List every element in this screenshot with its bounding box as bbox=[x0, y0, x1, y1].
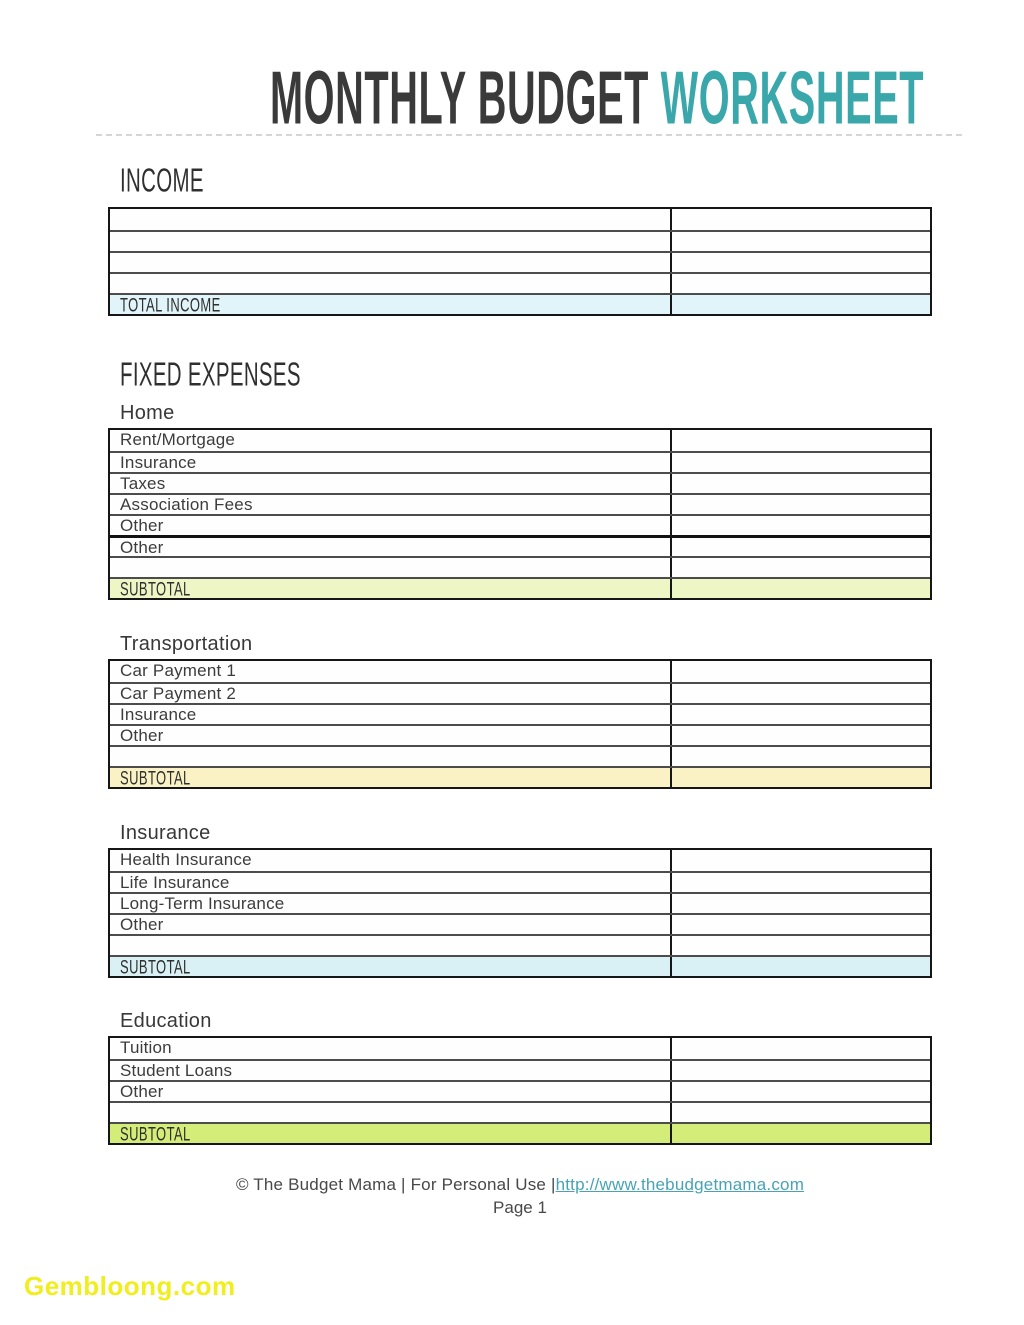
amount-cell[interactable] bbox=[672, 726, 930, 745]
subtotal-label: SUBTOTAL bbox=[110, 579, 672, 598]
page-title bbox=[269, 55, 924, 147]
amount-cell[interactable] bbox=[672, 684, 930, 703]
total-income-amount-cell[interactable] bbox=[672, 295, 930, 314]
table-row bbox=[110, 451, 930, 472]
total-income-row bbox=[110, 293, 930, 314]
amount-cell[interactable] bbox=[672, 474, 930, 493]
table-row bbox=[110, 230, 930, 251]
content-area bbox=[0, 161, 932, 1218]
fixed-expenses-heading: FIXED EXPENSES bbox=[120, 355, 301, 394]
row-label bbox=[110, 253, 672, 272]
amount-cell[interactable] bbox=[672, 936, 930, 955]
home-table bbox=[108, 428, 932, 600]
row-label bbox=[110, 558, 672, 577]
row-label: Association Fees bbox=[110, 495, 672, 514]
table-row bbox=[110, 661, 930, 682]
row-label: Tuition bbox=[110, 1038, 672, 1059]
amount-cell[interactable] bbox=[672, 516, 930, 535]
subtotal-amount-cell[interactable] bbox=[672, 1124, 930, 1143]
watermark: Gembloong.com bbox=[24, 1271, 236, 1301]
amount-cell[interactable] bbox=[672, 705, 930, 724]
row-label bbox=[110, 232, 672, 251]
table-row bbox=[110, 913, 930, 934]
row-label: Rent/Mortgage bbox=[110, 430, 672, 451]
table-row bbox=[110, 1101, 930, 1122]
subtotal-label: SUBTOTAL bbox=[110, 1124, 672, 1143]
subtotal-row-insurance bbox=[110, 955, 930, 976]
row-label: Car Payment 1 bbox=[110, 661, 672, 682]
section-label-home: Home bbox=[120, 402, 175, 424]
amount-cell[interactable] bbox=[672, 850, 930, 871]
row-label: Other bbox=[110, 726, 672, 745]
row-label: Life Insurance bbox=[110, 873, 672, 892]
table-row bbox=[110, 493, 930, 514]
amount-cell[interactable] bbox=[672, 495, 930, 514]
row-label bbox=[110, 936, 672, 955]
amount-cell[interactable] bbox=[672, 558, 930, 577]
section-label-insurance: Insurance bbox=[120, 822, 211, 844]
row-label: Insurance bbox=[110, 705, 672, 724]
section-label-transportation: Transportation bbox=[120, 633, 253, 655]
amount-cell[interactable] bbox=[672, 915, 930, 934]
amount-cell[interactable] bbox=[672, 747, 930, 766]
section-label-education: Education bbox=[120, 1010, 212, 1032]
page-title-main: MONTHLY BUDGET bbox=[269, 55, 649, 141]
subtotal-row-education bbox=[110, 1122, 930, 1143]
insurance-table bbox=[108, 848, 932, 978]
amount-cell[interactable] bbox=[672, 453, 930, 472]
copyright-text: © The Budget Mama | For Personal Use | bbox=[235, 1175, 556, 1194]
table-row bbox=[110, 430, 930, 451]
transportation-table bbox=[108, 659, 932, 789]
row-label: Car Payment 2 bbox=[110, 684, 672, 703]
amount-cell[interactable] bbox=[672, 274, 930, 293]
table-row bbox=[110, 556, 930, 577]
table-row bbox=[110, 1059, 930, 1080]
row-label bbox=[110, 274, 672, 293]
subtotal-amount-cell[interactable] bbox=[672, 579, 930, 598]
amount-cell[interactable] bbox=[672, 661, 930, 682]
amount-cell[interactable] bbox=[672, 1082, 930, 1101]
table-row bbox=[110, 703, 930, 724]
amount-cell[interactable] bbox=[672, 209, 930, 230]
table-row bbox=[110, 745, 930, 766]
row-label bbox=[110, 209, 672, 230]
row-label: Other bbox=[110, 1082, 672, 1101]
amount-cell[interactable] bbox=[672, 232, 930, 251]
amount-cell[interactable] bbox=[672, 1061, 930, 1080]
subtotal-row-transportation bbox=[110, 766, 930, 787]
table-row bbox=[110, 871, 930, 892]
income-heading: INCOME bbox=[120, 161, 204, 200]
table-row bbox=[110, 682, 930, 703]
row-label: Other bbox=[110, 538, 672, 556]
row-label: Health Insurance bbox=[110, 850, 672, 871]
amount-cell[interactable] bbox=[672, 1038, 930, 1059]
row-label: Student Loans bbox=[110, 1061, 672, 1080]
table-row bbox=[110, 209, 930, 230]
table-row bbox=[110, 472, 930, 493]
table-row bbox=[110, 724, 930, 745]
page-footer bbox=[108, 1175, 932, 1218]
row-label: Taxes bbox=[110, 474, 672, 493]
amount-cell[interactable] bbox=[672, 873, 930, 892]
subtotal-amount-cell[interactable] bbox=[672, 768, 930, 787]
table-row bbox=[110, 892, 930, 913]
amount-cell[interactable] bbox=[672, 253, 930, 272]
table-row bbox=[110, 251, 930, 272]
table-row bbox=[110, 272, 930, 293]
table-row bbox=[110, 514, 930, 535]
row-label: Long-Term Insurance bbox=[110, 894, 672, 913]
subtotal-amount-cell[interactable] bbox=[672, 957, 930, 976]
masthead bbox=[0, 0, 1024, 141]
subtotal-label: SUBTOTAL bbox=[110, 957, 672, 976]
copyright-line bbox=[108, 1175, 932, 1195]
subtotal-label: SUBTOTAL bbox=[110, 768, 672, 787]
table-row bbox=[110, 934, 930, 955]
website-link[interactable]: http://www.thebudgetmama.com bbox=[555, 1175, 805, 1194]
table-row bbox=[110, 1038, 930, 1059]
amount-cell[interactable] bbox=[672, 538, 930, 556]
amount-cell[interactable] bbox=[672, 894, 930, 913]
page-number: Page 1 bbox=[493, 1198, 547, 1217]
page-title-accent: WORKSHEET bbox=[660, 55, 924, 141]
row-label: Insurance bbox=[110, 453, 672, 472]
row-label bbox=[110, 747, 672, 766]
row-label: Other bbox=[110, 915, 672, 934]
row-label bbox=[110, 1103, 672, 1122]
education-table bbox=[108, 1036, 932, 1145]
total-income-label: TOTAL INCOME bbox=[110, 295, 672, 314]
row-label: Other bbox=[110, 516, 672, 535]
amount-cell[interactable] bbox=[672, 430, 930, 451]
amount-cell[interactable] bbox=[672, 1103, 930, 1122]
table-row bbox=[110, 850, 930, 871]
table-row bbox=[110, 535, 930, 556]
income-table bbox=[108, 207, 932, 316]
table-row bbox=[110, 1080, 930, 1101]
subtotal-row-home bbox=[110, 577, 930, 598]
